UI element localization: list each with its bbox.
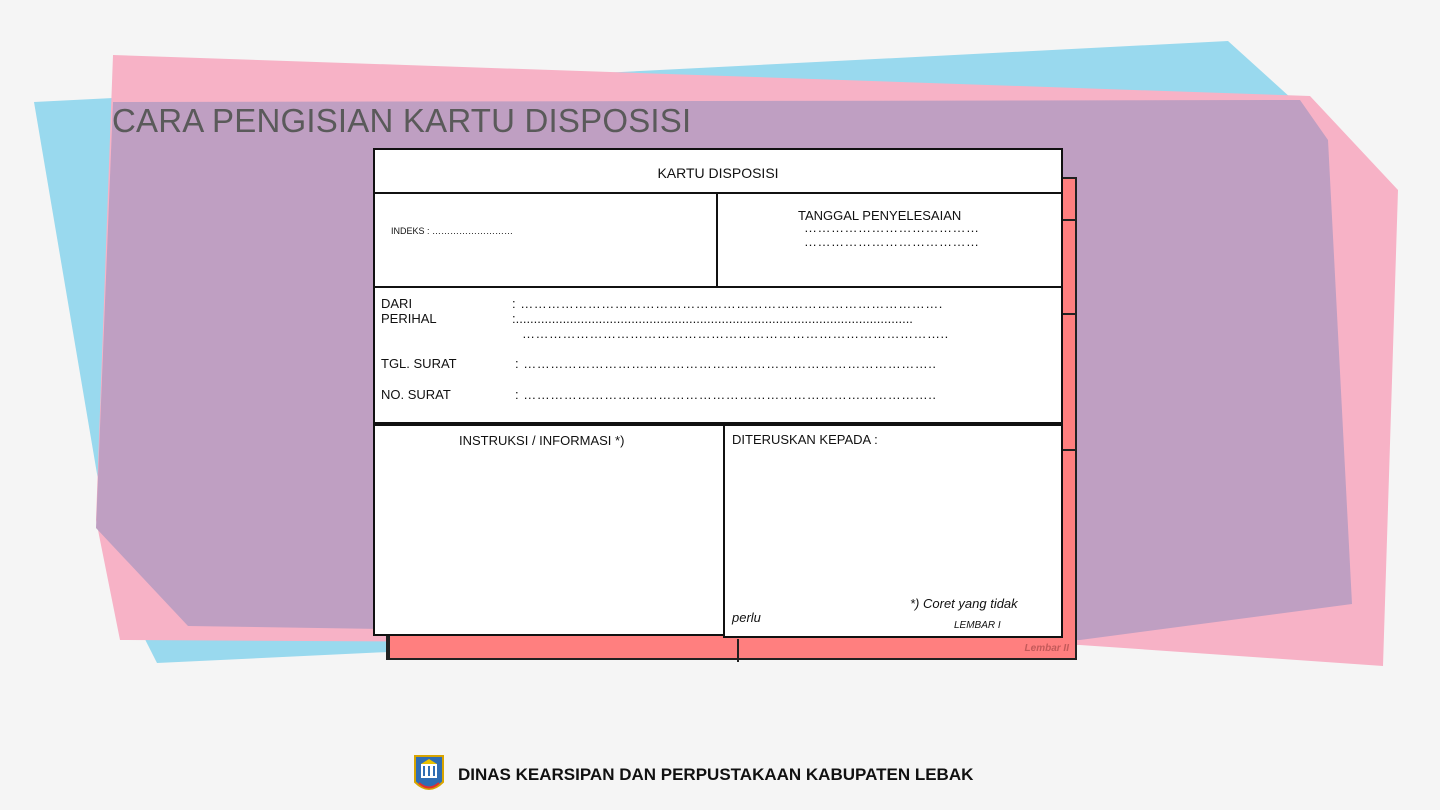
coret-note: *) Coret yang tidak	[910, 596, 1018, 611]
lebak-regency-emblem-icon	[412, 752, 446, 798]
footer	[412, 752, 973, 798]
indeks-field: INDEKS : ………………………	[391, 226, 514, 236]
tanggal-dots-1: …………………………………	[804, 220, 980, 235]
instruksi-box	[373, 424, 726, 636]
indeks-box	[373, 192, 719, 288]
diteruskan-label: DITERUSKAN KEPADA :	[732, 432, 878, 447]
tanggal-dots-2: …………………………………	[804, 234, 980, 249]
tgl-surat-value: : ………………………………………………………………………………..	[515, 356, 937, 371]
slide-title: CARA PENGISIAN KARTU DISPOSISI	[112, 102, 692, 139]
organization-name: DINAS KEARSIPAN DAN PERPUSTAKAAN KABUPATEN LEBAK	[458, 765, 974, 784]
card-header	[373, 148, 1063, 194]
lembar-2-label: Lembar II	[1024, 643, 1069, 654]
dari-label: DARI	[381, 296, 413, 311]
instruksi-label: INSTRUKSI / INFORMASI *)	[459, 433, 625, 448]
card-title: KARTU DISPOSISI	[657, 165, 779, 181]
perihal-value-2: …………………………………………………………………………………..	[522, 326, 949, 341]
perihal-label: PERIHAL	[381, 311, 437, 326]
no-surat-label: NO. SURAT	[381, 387, 451, 402]
lembar-1-label: LEMBAR I	[954, 620, 1001, 631]
perihal-value: :..............................................................................................................	[512, 311, 913, 326]
tanggal-box	[716, 192, 1063, 288]
tgl-surat-label: TGL. SURAT	[381, 356, 457, 371]
tanggal-label: TANGGAL PENYELESAIAN	[798, 208, 962, 223]
perlu-note: perlu	[732, 610, 761, 625]
dari-value: : ………………………………………………………………………………….	[512, 296, 943, 311]
details-box	[373, 286, 1063, 424]
diteruskan-box	[723, 424, 1063, 638]
no-surat-value: : ………………………………………………………………………………..	[515, 387, 937, 402]
disposition-card	[373, 148, 1063, 638]
